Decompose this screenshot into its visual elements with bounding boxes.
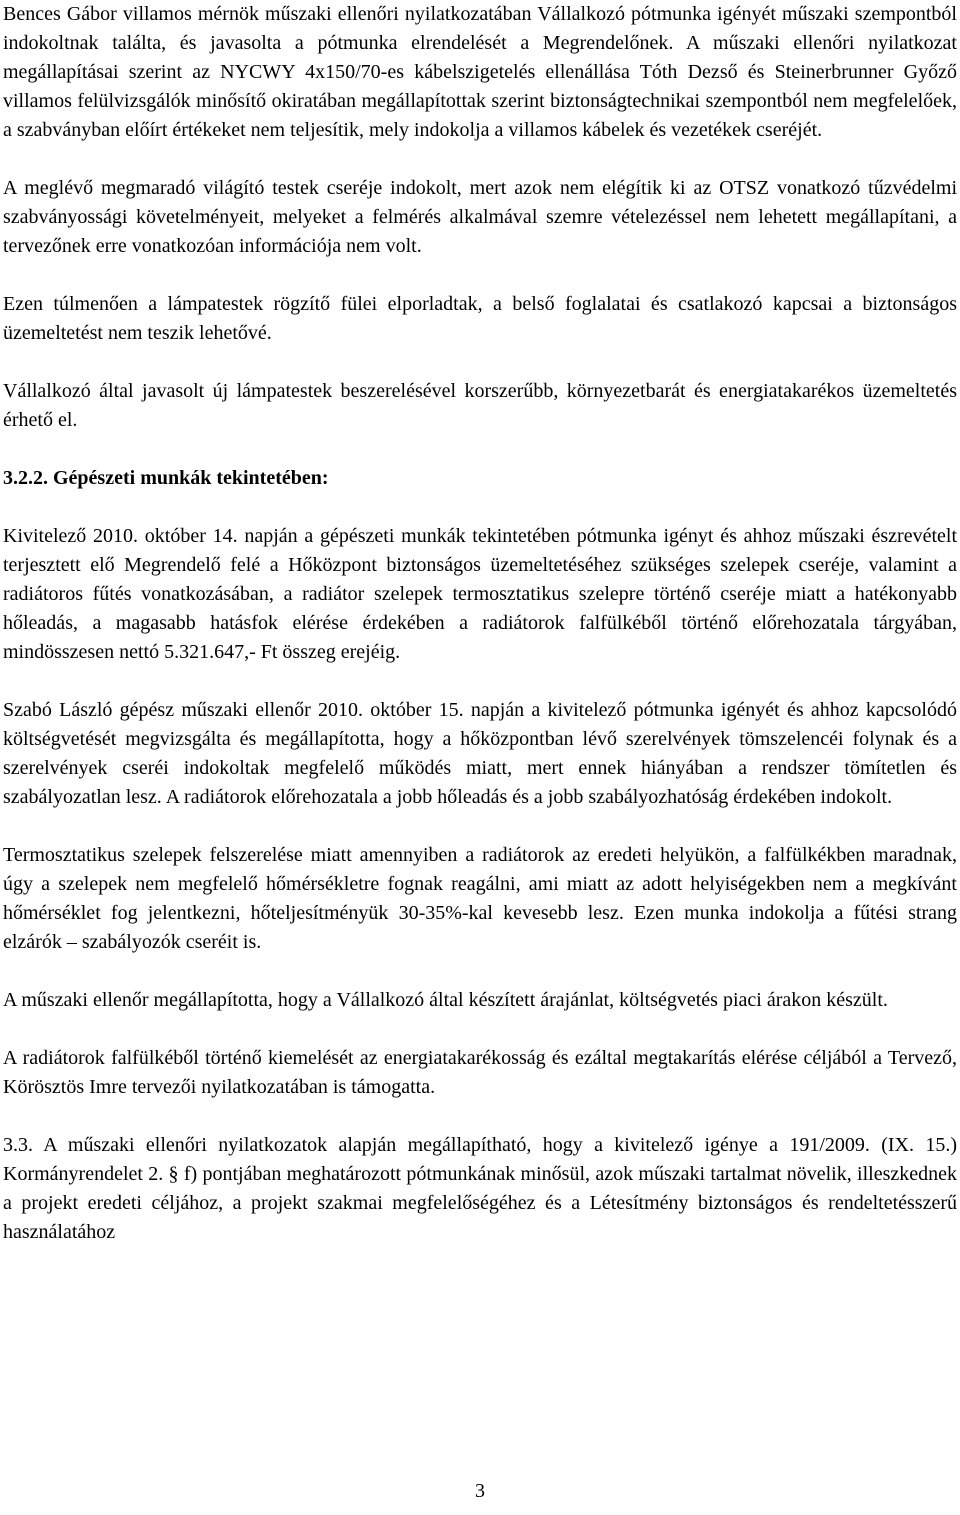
- section-heading-mechanical: 3.2.2. Gépészeti munkák tekintetében:: [3, 467, 329, 489]
- paragraph-thermostatic-valves: Termosztatikus szelepek felszerelése miatt amennyiben a radiátorok az eredeti helyükön, a falfülkékben maradnak, úgy a szelepek nem megfelelő hőmérsékletre fognak reagálni, ami miatt az adott helyiségekben nem a megkívánt hőmérséklet fog jelentkezni, hőteljesítményük 30-35%-kal kevesebb lesz. Ezen munka indokolja a fűtési strang elzárók – szabályozók cseréit is.: [3, 844, 957, 953]
- paragraph-designer-support: A radiátorok falfülkéből történő kiemelését az energiatakarékosság és ezáltal megtakarítás elérése céljából a Tervező, Körösztös Imre tervezői nyilatkozatában is támogatta.: [3, 1047, 957, 1098]
- paragraph-contractor-claim: Kivitelező 2010. október 14. napján a gépészeti munkák tekintetében pótmunka igényt és ahhoz műszaki észrevételt terjesztett elő Megrendelő felé a Hőközpont biztonságos üzemeltetéséhez szükséges szelepek cseréje, valamint a radiátoros fűtés vonatkozásában, a radiátor szelepek termosztatikus szelepre történő cseréje miatt a hatékonyabb hőleadás, a magasabb hatásfok elérése érdekében a radiátorok falfülkéből történő előrehozatala tárgyában, mindösszesen nettó 5.321.647,- Ft összeg erejéig.: [3, 525, 957, 663]
- page-number: 3: [475, 1480, 485, 1502]
- paragraph-mechanical-inspector: Szabó László gépész műszaki ellenőr 2010. október 15. napján a kivitelező pótmunka igényét és ahhoz kapcsolódó költségvetését megvizsgálta és megállapította, hogy a hőközpontban lévő szerelvények tömszelencéi folynak és a szerelvények cseréi indokoltak megfelelő működés miatt, mert ennek hiányában a rendszer tömítetlen és szabályozatlan lesz. A radiátorok előrehozatala a jobb hőleadás és a jobb szabályozhatóság érdekében indokolt.: [3, 699, 957, 808]
- paragraph-lighting-replacement: A meglévő megmaradó világító testek cseréje indokolt, mert azok nem elégítik ki az OTSZ vonatkozó tűzvédelmi szabványossági követelményeit, melyeket a felmérés alkalmával szemre vételezéssel nem lehetett megállapítani, a tervezőnek erre vonatkozóan információja nem volt.: [3, 177, 957, 257]
- document-page: [3, 0, 957, 1276]
- paragraph-section-3-3: 3.3. A műszaki ellenőri nyilatkozatok alapján megállapítható, hogy a kivitelező igénye a 191/2009. (IX. 15.) Kormányrendelet 2. § f) pontjában meghatározott pótmunkának minősül, azok műszaki tartalmat növelik, illeszkednek a projekt eredeti céljához, a projekt szakmai megfelelőségéhez és a Létesítmény biztonságos és rendeltetésszerű használatához: [3, 1134, 957, 1243]
- paragraph-electrical-opinion: Bences Gábor villamos mérnök műszaki ellenőri nyilatkozatában Vállalkozó pótmunka igényét műszaki szempontból indokoltnak találta, és javasolta a pótmunka elrendelését a Megrendelőnek. A műszaki ellenőri nyilatkozat megállapításai szerint az NYCWY 4x150/70-es kábelszigetelés ellenállása Tóth Dezső és Steinerbrunner Győző villamos felülvizsgálók minősítő okiratában megállapítottak szerint biztonságtechnikai szempontból nem megfelelőek, a szabványban előírt értékeket nem teljesítik, mely indokolja a villamos kábelek és vezetékek cseréjét.: [3, 3, 957, 141]
- paragraph-lamp-condition: Ezen túlmenően a lámpatestek rögzítő fülei elporladtak, a belső foglalatai és csatlakozó kapcsai a biztonságos üzemeltetést nem teszik lehetővé.: [3, 293, 957, 344]
- paragraph-new-lamps: Vállalkozó által javasolt új lámpatestek beszerelésével korszerűbb, környezetbarát és energiatakarékos üzemeltetés érhető el.: [3, 380, 957, 431]
- paragraph-market-prices: A műszaki ellenőr megállapította, hogy a Vállalkozó által készített árajánlat, költségvetés piaci árakon készült.: [3, 989, 888, 1011]
